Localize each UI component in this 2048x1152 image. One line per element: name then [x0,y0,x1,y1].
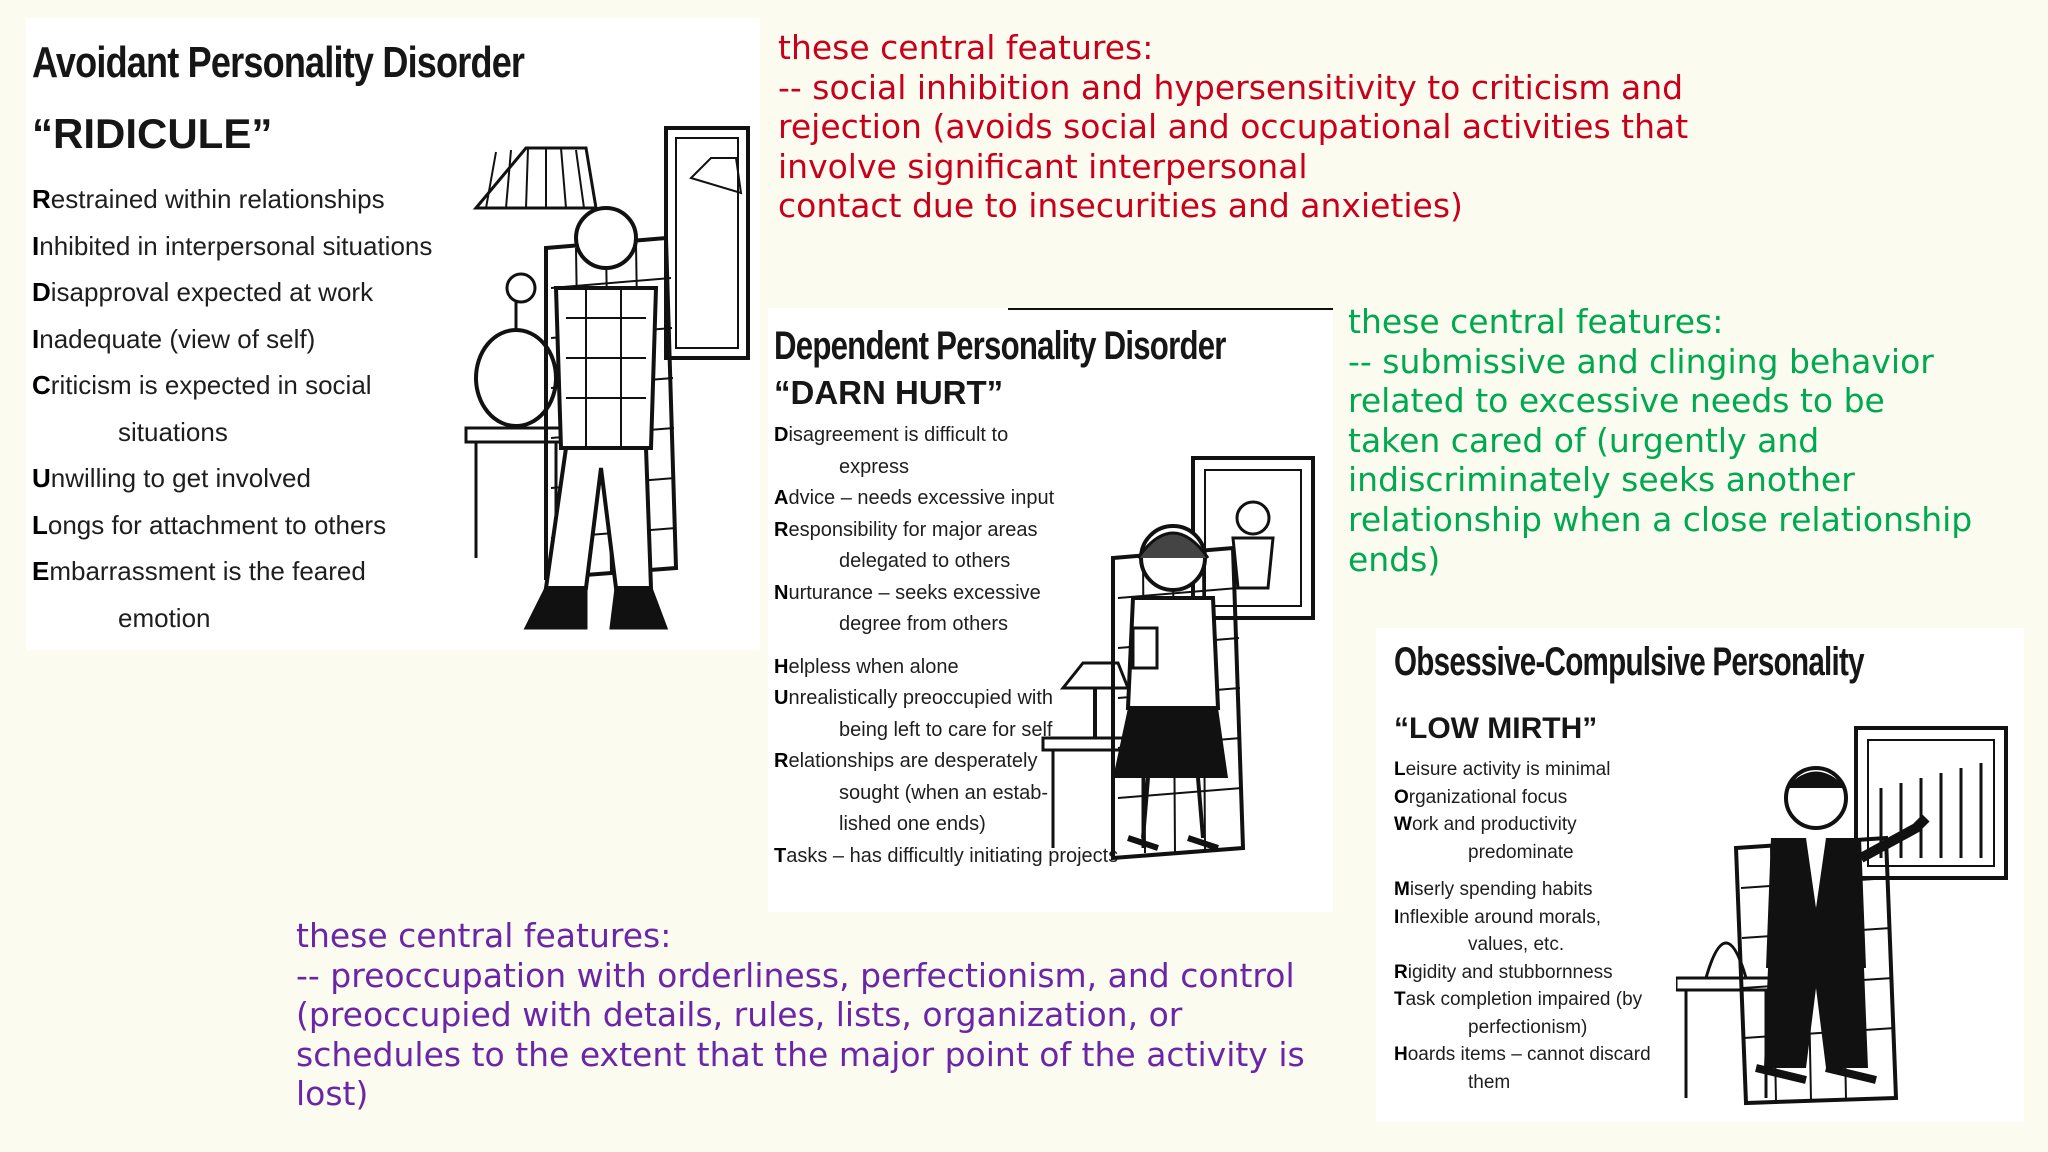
dependent-top-rule [1008,308,1333,310]
dependent-criterion-continuation: sought (when an estab- [839,781,1049,804]
ocd-note-line: -- preoccupation with orderliness, perfectionism, and control [296,955,1295,995]
avoidant-criterion [32,502,432,549]
ocd-card [1376,628,2024,1122]
ocd-criterion [1394,876,1651,904]
dependent-criterion-letter: U [774,687,789,709]
dependent-criterion-text: elpless when alone [788,655,959,678]
ocd-note-line: (preoccupied with details, rules, lists, organization, or [296,995,1183,1035]
ocd-criteria-list [1394,756,1651,1096]
dependent-note-line: -- submissive and clinging behavior [1348,341,1934,381]
dependent-illustration [1033,448,1333,888]
avoidant-note-line: involve significant interpersonal [778,146,1308,186]
dependent-criterion-letter: H [774,655,789,678]
avoidant-note-line: -- social inhibition and hypersensitivity to criticism and [778,67,1684,107]
ocd-criterion-text: rganizational focus [1408,786,1568,808]
avoidant-criterion-letter: R [32,184,51,214]
ocd-mnemonic: “LOW MIRTH” [1394,712,1598,745]
avoidant-criterion-letter: I [32,230,40,261]
ocd-criterion [1394,784,1651,812]
dependent-criterion-letter: N [774,581,789,604]
ocd-criterion-text: iserly spending habits [1409,879,1593,901]
avoidant-illustration [436,88,756,648]
dependent-note-line: relationship when a close relationship [1348,499,1973,539]
ocd-criterion-text: ork and productivity [1411,814,1577,835]
ocd-criterion [1394,959,1651,987]
avoidant-criterion-letter: U [32,463,51,493]
dependent-criterion-letter: R [774,518,789,541]
dependent-note-line: related to excessive needs to be [1348,381,1885,421]
dependent-criterion-text: esponsibility for major areas [788,518,1038,541]
ocd-criterion [1394,904,1651,959]
dependent-note-line: indiscriminately seeks another [1348,460,1855,500]
dependent-criterion-letter: R [774,750,789,772]
avoidant-criterion-text: nhibited in interpersonal situations [39,230,433,261]
ocd-criterion-letter: R [1394,961,1408,983]
avoidant-criterion-letter: E [32,556,50,586]
dependent-mnemonic: “DARN HURT” [774,374,1004,411]
avoidant-criterion-letter: L [32,509,48,540]
avoidant-criterion-text: nadequate (view of self) [39,323,316,354]
avoidant-criterion-letter: C [32,370,51,400]
ocd-criterion-text: eisure activity is minimal [1405,759,1611,780]
dependent-criterion-text: isagreement is difficult to [788,424,1009,446]
ocd-note [296,916,1305,1114]
avoidant-note-line: these central features: [778,28,1154,67]
ocd-criterion-letter: I [1394,906,1400,928]
dependent-criterion-text: asks – has difficultly initiating projects [786,844,1119,867]
avoidant-criterion [32,548,432,641]
avoidant-criterion-text: nwilling to get involved [50,463,311,493]
dependent-criterion-continuation: being left to care for self [839,718,1053,741]
dependent-criterion-text: urturance – seeks excessive [788,581,1041,604]
ocd-criterion-text: ask completion impaired (by [1405,989,1643,1011]
ocd-criterion [1394,1041,1651,1096]
ocd-criterion-continuation: them [1468,1071,1511,1093]
ocd-criterion-letter: L [1394,759,1406,780]
dependent-criterion-text: dvice – needs excessive input [788,487,1055,509]
ocd-criterion-continuation: perfectionism) [1468,1016,1588,1038]
ocd-criterion [1394,756,1651,784]
avoidant-criterion-text: isapproval expected at work [50,277,374,307]
avoidant-title: Avoidant Personality Disorder [32,38,525,87]
avoidant-criterion [32,269,432,316]
avoidant-card [26,18,760,650]
dependent-criterion-continuation: delegated to others [839,550,1011,572]
ocd-criterion-letter: O [1394,786,1409,808]
ocd-criterion-letter: H [1394,1044,1408,1066]
dependent-criterion-letter: T [774,844,787,867]
ocd-criterion [1394,986,1651,1041]
dependent-criterion-text: nrealistically preoccupied with [788,687,1054,709]
dependent-criterion-continuation: lished one ends) [839,813,986,835]
avoidant-criterion-continuation: emotion [118,602,211,633]
avoidant-criterion [32,223,432,270]
avoidant-criterion-text: mbarrassment is the feared [49,556,366,586]
ocd-criterion-letter: M [1394,879,1410,901]
dependent-note-line: these central features: [1348,302,1724,341]
ocd-criterion [1394,811,1651,866]
ocd-criterion-continuation: values, etc. [1468,934,1565,956]
avoidant-criterion-continuation: situations [118,416,228,447]
ocd-criterion-text: nflexible around morals, [1399,906,1601,928]
avoidant-criterion-letter: D [32,277,51,307]
avoidant-note [778,28,1688,226]
dependent-note-line: taken cared of (urgently and [1348,420,1820,460]
avoidant-criterion-letter: I [32,323,40,354]
dependent-criterion-letter: A [774,487,789,509]
dependent-card [768,308,1333,912]
avoidant-criterion [32,316,432,363]
ocd-note-line: these central features: [296,916,672,955]
avoidant-note-line: rejection (avoids social and occupational activities that [778,107,1689,147]
dependent-criterion-letter: D [774,424,789,446]
avoidant-criterion [32,455,432,502]
dependent-criterion-continuation: express [839,455,910,478]
avoidant-criterion-text: riticism is expected in social [50,370,372,400]
avoidant-criterion-text: ongs for attachment to others [47,509,387,540]
ocd-criterion-text: oards items – cannot discard [1407,1044,1651,1066]
avoidant-criterion [32,176,432,223]
dependent-note [1348,302,1972,579]
dependent-title: Dependent Personality Disorder [774,324,1226,368]
avoidant-criteria-list [32,176,432,641]
ocd-illustration [1676,708,2016,1108]
dependent-note-line: ends) [1348,539,1441,579]
ocd-criterion-continuation: predominate [1468,841,1574,863]
avoidant-note-line: contact due to insecurities and anxieties) [778,186,1463,226]
ocd-criterion-text: igidity and stubbornness [1407,961,1613,983]
ocd-title: Obsessive-Compulsive Personality [1394,640,1864,684]
avoidant-criterion-text: estrained within relationships [50,184,385,214]
ocd-note-line: schedules to the extent that the major point of the activity is [296,1034,1305,1074]
ocd-criterion-letter: W [1394,814,1412,835]
avoidant-mnemonic: “RIDICULE” [32,110,273,157]
dependent-criterion-continuation: degree from others [839,613,1008,635]
dependent-criterion-text: elationships are desperately [788,750,1038,772]
ocd-criterion-letter: T [1394,989,1406,1011]
avoidant-criterion [32,362,432,455]
ocd-note-line: lost) [296,1074,369,1114]
